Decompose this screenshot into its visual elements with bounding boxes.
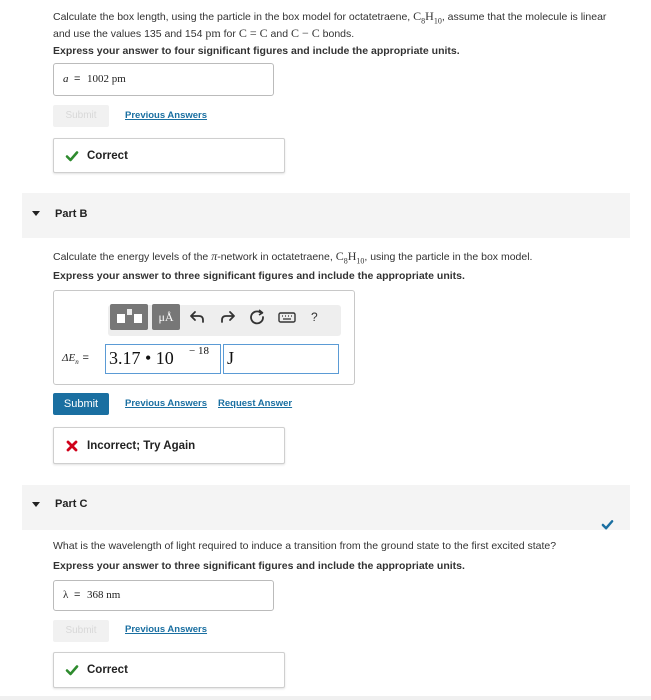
part-b-header[interactable] (22, 193, 630, 238)
part-a-feedback (53, 138, 285, 173)
bond-single: C − C (290, 26, 320, 41)
templates-icon (110, 304, 148, 330)
feedback-label: Correct (87, 150, 128, 162)
value-mantissa: 3.17 • 10 (109, 348, 174, 368)
question-text: for (220, 28, 239, 41)
collapse-triangle-icon[interactable] (32, 211, 40, 216)
checkmark-icon (65, 663, 79, 677)
part-b-previous-answers-link[interactable]: Previous Answers (125, 398, 208, 409)
question-text: -network in octatetraene, (217, 251, 336, 263)
feedback-label: Incorrect; Try Again (87, 440, 196, 452)
equals-sign: = (74, 589, 81, 601)
templates-button[interactable] (110, 304, 148, 330)
part-b-instruction: Express your answer to three significant figures and include the appropriate units. (53, 270, 465, 282)
value-exponent: − 18 (189, 345, 209, 357)
part-title: Part C (55, 498, 88, 510)
question-text: bonds. (319, 28, 355, 41)
units-button[interactable]: μÅ (152, 304, 180, 330)
part-a-answer-field[interactable] (53, 63, 274, 96)
answer-variable: ΔE (62, 352, 76, 364)
equals-sign: = (74, 73, 81, 85)
pi-symbol: π (211, 249, 218, 263)
part-c-answer-field[interactable] (53, 580, 274, 611)
formula: $C_8H_{10}$ (413, 9, 442, 26)
answer-variable: a (63, 73, 69, 85)
help-button[interactable]: ? (311, 310, 318, 324)
keyboard-icon[interactable] (278, 308, 296, 326)
formula: $C_8H_{10}$ (335, 249, 365, 266)
request-answer-link[interactable]: Request Answer (218, 398, 293, 409)
part-a-instruction: Express your answer to four significant figures and include the appropriate units. (53, 45, 460, 57)
cross-icon (65, 439, 79, 453)
collapse-triangle-icon[interactable] (32, 502, 40, 507)
question-text: Calculate the box length, using the particle in the box model for octatetraene, (53, 11, 414, 23)
bond-double: C = C (238, 26, 268, 41)
question-text: and (267, 28, 291, 41)
equals-sign: = (82, 352, 89, 364)
part-c-question: What is the wavelength of light required to induce a transition from the ground state to the first excited state? (53, 540, 557, 552)
answer-variable: λ (63, 589, 69, 601)
part-a-submit-button[interactable]: Submit (53, 105, 109, 127)
unit: pm (205, 26, 221, 41)
part-a-question (53, 10, 623, 41)
part-c-submit-button[interactable]: Submit (53, 620, 109, 642)
value-input[interactable] (105, 344, 221, 374)
part-b-question (53, 250, 532, 267)
question-text: Calculate the energy levels of the (53, 251, 212, 263)
part-a-question-line1 (53, 10, 623, 27)
part-title: Part B (55, 208, 88, 220)
part-a-question-line2 (53, 27, 623, 41)
part-b-feedback (53, 427, 285, 464)
part-b-answer-label (62, 352, 89, 366)
redo-icon[interactable] (218, 308, 236, 326)
question-text: and use the values 135 and 154 (53, 28, 206, 41)
undo-icon[interactable] (189, 308, 207, 326)
part-c-feedback (53, 652, 285, 688)
part-c-header[interactable] (22, 485, 630, 530)
page-bottom-divider (0, 696, 651, 700)
feedback-label: Correct (87, 664, 128, 676)
part-a-previous-answers-link[interactable]: Previous Answers (125, 110, 208, 121)
unit-value: J (227, 348, 235, 368)
answer-value: 1002 pm (87, 73, 126, 85)
reset-icon[interactable] (248, 308, 266, 326)
question-text: , assume that the molecule is linear (441, 11, 607, 23)
part-b-submit-button[interactable]: Submit (53, 393, 109, 415)
checkmark-icon (65, 149, 79, 163)
part-complete-checkmark-icon (601, 518, 614, 531)
part-c-instruction: Express your answer to three significant figures and include the appropriate units. (53, 560, 465, 572)
answer-variable-subscript: n (75, 358, 79, 367)
part-c-previous-answers-link[interactable]: Previous Answers (125, 624, 208, 635)
question-text: , using the particle in the box model. (364, 251, 533, 263)
unit-input[interactable] (223, 344, 339, 374)
answer-value: 368 nm (87, 589, 121, 601)
